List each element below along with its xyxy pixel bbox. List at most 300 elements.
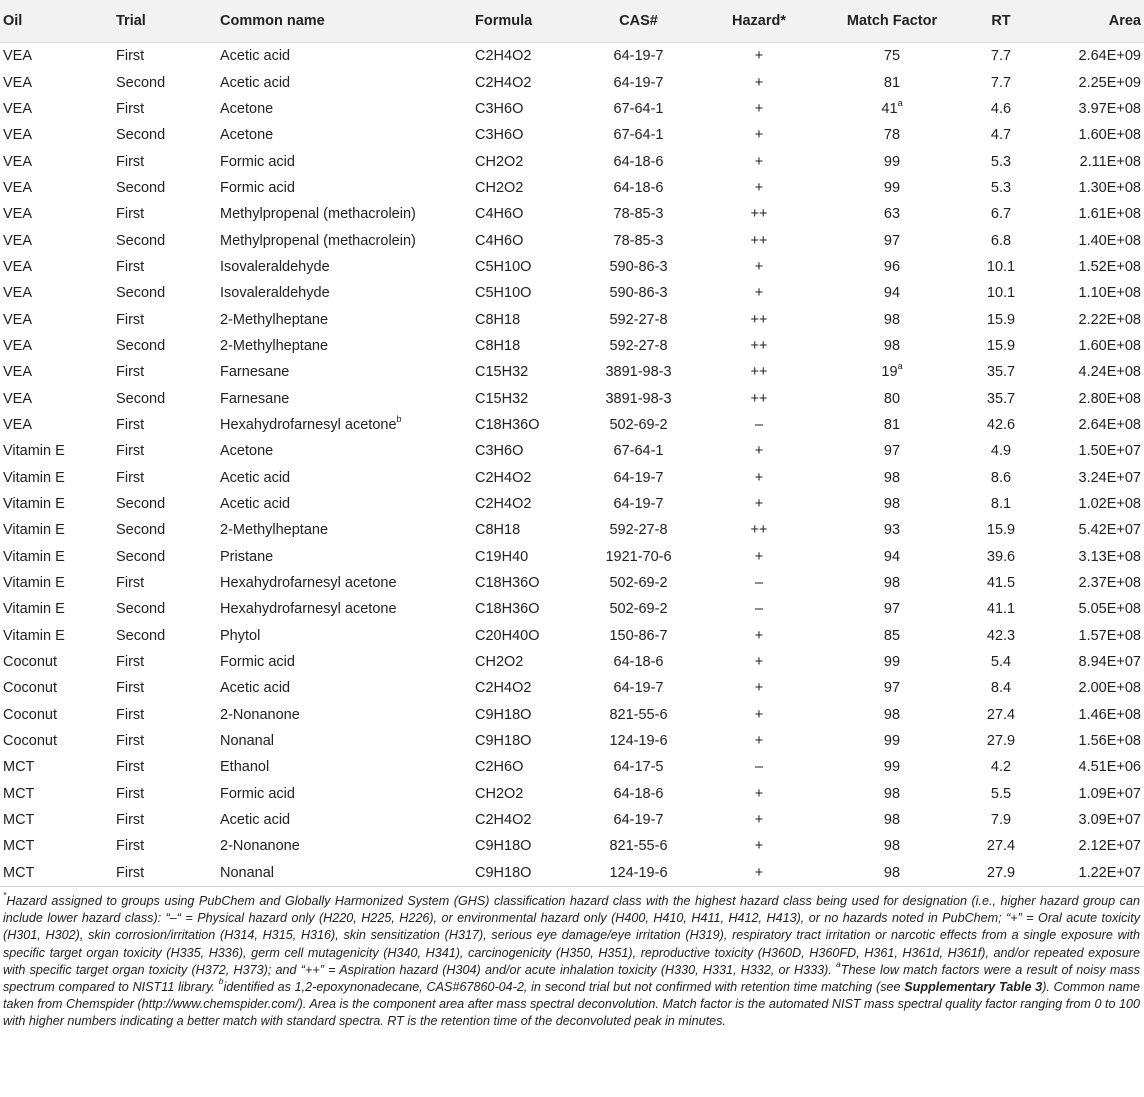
cell-rt [961,359,1041,385]
cell-oil [0,306,116,332]
cell-cas-text: 67-64-1 [613,443,664,460]
cell-hazard [695,702,823,728]
cell-match-factor [823,544,961,570]
cell-trial [116,860,220,887]
cell-common-name-text: 2-Nonanone [220,706,300,723]
cell-trial [116,649,220,675]
cell-hazard [695,623,823,649]
cell-cas [582,175,695,201]
cell-area-text: 1.22E+07 [1078,864,1141,881]
cell-cas [582,807,695,833]
cell-formula-text: C4H6O [475,206,524,223]
cell-oil [0,728,116,754]
cell-match-factor [823,306,961,332]
table-row [0,860,1144,887]
cell-trial-text: First [116,864,145,881]
cell-formula [475,623,582,649]
cell-area [1041,675,1144,701]
cell-hazard [695,649,823,675]
table-row [0,491,1144,517]
cell-rt-text: 4.7 [990,127,1012,144]
cell-rt-text: 5.4 [990,654,1012,671]
cell-hazard-text: + [754,733,764,750]
cell-rt [961,254,1041,280]
cell-match-factor [823,412,961,438]
cell-oil [0,596,116,622]
cell-oil [0,69,116,95]
cell-hazard-text: ++ [750,311,768,328]
cell-oil-text: VEA [3,337,33,354]
cell-oil [0,148,116,174]
cell-common-name-text: Acetic acid [220,680,291,697]
cell-oil-text: VEA [3,153,33,170]
cell-oil-text: Vitamin E [3,443,65,460]
cell-cas-text: 590-86-3 [609,258,668,275]
cell-rt-text: 7.9 [990,812,1012,829]
cell-formula-text: C2H6O [475,759,524,776]
cell-rt-text: 4.9 [990,443,1012,460]
cell-oil-text: Vitamin E [3,627,65,644]
cell-oil [0,781,116,807]
cell-oil-text: MCT [3,812,35,829]
footnote-marker: a [897,98,903,109]
cell-common-name-text: Acetone [220,100,274,117]
cell-cas [582,491,695,517]
cell-common-name-text: Methylpropenal (methacrolein) [220,232,416,249]
cell-hazard-text: + [754,48,764,65]
cell-formula [475,306,582,332]
cell-trial [116,675,220,701]
cell-area-text: 1.02E+08 [1078,496,1141,513]
cell-cas [582,544,695,570]
cell-area [1041,96,1144,122]
cell-formula [475,754,582,780]
cell-match-factor [823,254,961,280]
cell-match-factor [823,359,961,385]
cell-common-name [220,254,475,280]
cell-match-factor-text: 98 [883,706,901,723]
cell-cas-text: 64-18-6 [613,153,664,170]
cell-rt-text: 41.1 [986,601,1016,618]
cell-oil-text: Vitamin E [3,522,65,539]
cell-match-factor [823,623,961,649]
cell-trial-text: Second [116,627,166,644]
cell-oil-text: Vitamin E [3,601,65,618]
cell-hazard-text: + [754,838,764,855]
cell-common-name-text: 2-Nonanone [220,838,300,855]
cell-common-name-text: Methylpropenal (methacrolein) [220,206,416,223]
cell-match-factor [823,570,961,596]
cell-area-text: 3.13E+08 [1078,548,1141,565]
cell-common-name-text: Hexahydrofarnesyl acetone [220,601,397,618]
header-row [0,0,1144,43]
cell-trial [116,570,220,596]
header-area: Area [1041,0,1144,43]
cell-oil [0,201,116,227]
cell-common-name-text: Formic acid [220,785,295,802]
cell-area-text: 2.80E+08 [1078,390,1141,407]
cell-formula-text: C2H4O2 [475,680,532,697]
cell-area-text: 4.51E+06 [1078,759,1141,776]
cell-area-text: 2.00E+08 [1078,680,1141,697]
cell-cas-text: 64-18-6 [613,179,664,196]
cell-rt-text: 6.8 [990,232,1012,249]
footnote-marker: a [897,361,903,372]
cell-cas-text: 67-64-1 [613,100,664,117]
cell-formula [475,122,582,148]
cell-formula-text: C5H10O [475,285,532,302]
cell-oil [0,359,116,385]
cell-oil-text: Coconut [3,706,58,723]
cell-area-text: 2.37E+08 [1078,575,1141,592]
table-row [0,412,1144,438]
cell-common-name-text: Acetone [220,443,274,460]
cell-oil-text: VEA [3,127,33,144]
cell-formula [475,860,582,887]
cell-cas-text: 124-19-6 [609,733,668,750]
table-row [0,570,1144,596]
cell-hazard [695,175,823,201]
cell-hazard-text: ++ [750,522,768,539]
cell-cas-text: 821-55-6 [609,838,668,855]
cell-rt [961,148,1041,174]
cell-cas-text: 67-64-1 [613,127,664,144]
cell-oil [0,491,116,517]
cell-trial-text: Second [116,496,166,513]
cell-trial-text: First [116,311,145,328]
cell-formula [475,359,582,385]
cell-hazard [695,860,823,887]
cell-rt [961,491,1041,517]
table-row [0,728,1144,754]
cell-hazard-text: ++ [750,232,768,249]
cell-common-name [220,148,475,174]
cell-match-factor-text: 98 [883,864,901,881]
cell-area-text: 1.09E+07 [1078,785,1141,802]
cell-formula-text: C18H36O [475,601,540,618]
cell-area [1041,781,1144,807]
cell-oil-text: VEA [3,416,33,433]
cell-oil-text: VEA [3,179,33,196]
cell-hazard [695,570,823,596]
cell-trial [116,412,220,438]
cell-oil-text: VEA [3,100,33,117]
cell-common-name-text: Isovaleraldehyde [220,285,330,302]
cell-cas-text: 592-27-8 [609,311,668,328]
cell-formula [475,227,582,253]
cell-oil-text: VEA [3,364,33,381]
cell-trial-text: First [116,706,145,723]
cell-trial [116,544,220,570]
cell-trial [116,69,220,95]
cell-common-name [220,385,475,411]
cell-match-factor-text: 94 [883,548,901,565]
cell-rt-text: 7.7 [990,74,1012,91]
cell-match-factor-text: 97 [883,601,901,618]
header-common-name: Common name [220,0,475,43]
cell-rt-text: 10.1 [986,258,1016,275]
cell-oil-text: Coconut [3,654,58,671]
cell-trial [116,781,220,807]
cell-area [1041,333,1144,359]
cell-cas [582,69,695,95]
cell-formula [475,675,582,701]
cell-area [1041,728,1144,754]
cell-formula [475,333,582,359]
cell-common-name [220,491,475,517]
cell-formula [475,69,582,95]
cell-rt-text: 41.5 [986,575,1016,592]
cell-common-name-text: Acetic acid [220,48,291,65]
cell-hazard [695,781,823,807]
cell-oil [0,96,116,122]
table-row [0,333,1144,359]
cell-cas-text: 64-18-6 [613,785,664,802]
cell-cas-text: 124-19-6 [609,864,668,881]
cell-match-factor [823,728,961,754]
cell-common-name-text: Hexahydrofarnesyl acetone [220,575,397,592]
cell-area-text: 2.64E+09 [1078,48,1141,65]
table-row [0,596,1144,622]
cell-formula [475,280,582,306]
cell-area [1041,623,1144,649]
cell-match-factor-text: 81 [883,74,901,91]
cell-hazard-text: + [754,496,764,513]
cell-hazard-text: + [754,864,764,881]
cell-rt-text: 8.6 [990,469,1012,486]
cell-area-text: 1.10E+08 [1078,285,1141,302]
cell-trial-text: Second [116,74,166,91]
cell-rt-text: 5.3 [990,153,1012,170]
cell-common-name-text: Acetic acid [220,496,291,513]
cell-oil [0,385,116,411]
cell-hazard [695,517,823,543]
cell-trial-text: Second [116,601,166,618]
cell-cas [582,412,695,438]
cell-common-name [220,544,475,570]
cell-hazard-text: – [754,601,764,618]
cell-area-text: 1.30E+08 [1078,179,1141,196]
cell-area-text: 1.52E+08 [1078,258,1141,275]
cell-formula-text: C5H10O [475,258,532,275]
cell-trial-text: Second [116,337,166,354]
cell-formula [475,649,582,675]
cell-common-name [220,359,475,385]
table-row [0,623,1144,649]
cell-match-factor-text: 98 [883,496,901,513]
cell-match-factor-text: 80 [883,390,901,407]
cell-common-name [220,596,475,622]
cell-oil [0,754,116,780]
cell-cas-text: 502-69-2 [609,575,668,592]
cell-area-text: 1.60E+08 [1078,127,1141,144]
cell-area-text: 1.50E+07 [1078,443,1141,460]
cell-common-name-text: 2-Methylheptane [220,311,329,328]
cell-cas [582,649,695,675]
cell-hazard [695,333,823,359]
cell-area [1041,438,1144,464]
cell-area-text: 2.22E+08 [1078,311,1141,328]
cell-cas-text: 64-19-7 [613,496,664,513]
cell-cas [582,385,695,411]
cell-match-factor [823,148,961,174]
cell-common-name [220,201,475,227]
cell-match-factor-text: 99 [883,654,901,671]
cell-area [1041,544,1144,570]
cell-formula-text: C3H6O [475,100,524,117]
cell-match-factor-text: 99 [883,179,901,196]
cell-common-name [220,280,475,306]
cell-area [1041,702,1144,728]
cell-formula [475,465,582,491]
cell-match-factor-text: 98 [883,575,901,592]
header-rt: RT [961,0,1041,43]
cell-match-factor [823,465,961,491]
cell-formula-text: C9H18O [475,706,532,723]
cell-cas-text: 3891-98-3 [605,364,672,381]
cell-area [1041,148,1144,174]
cell-formula [475,385,582,411]
cell-hazard [695,43,823,70]
cell-formula-text: CH2O2 [475,654,524,671]
cell-common-name [220,517,475,543]
cell-trial-text: First [116,416,145,433]
cell-cas-text: 502-69-2 [609,601,668,618]
cell-hazard [695,728,823,754]
cell-oil-text: MCT [3,838,35,855]
cell-formula-text: C2H4O2 [475,469,532,486]
cell-hazard-text: + [754,258,764,275]
cell-hazard-text: + [754,548,764,565]
cell-oil [0,438,116,464]
cell-trial [116,43,220,70]
cell-cas-text: 3891-98-3 [605,390,672,407]
cell-trial [116,728,220,754]
cell-area [1041,254,1144,280]
table-row [0,359,1144,385]
cell-cas-text: 64-18-6 [613,654,664,671]
cell-common-name-text: 2-Methylheptane [220,522,329,539]
cell-common-name-text: Ethanol [220,759,270,776]
cell-trial-text: Second [116,179,166,196]
cell-hazard [695,148,823,174]
cell-trial [116,807,220,833]
cell-area [1041,596,1144,622]
cell-match-factor-text: 97 [883,443,901,460]
supplementary-table-link[interactable]: Supplementary Table 3 [904,980,1043,995]
cell-rt-text: 35.7 [986,364,1016,381]
cell-trial [116,517,220,543]
cell-match-factor-text: 98 [883,812,901,829]
cell-hazard [695,385,823,411]
cell-common-name [220,781,475,807]
cell-match-factor [823,781,961,807]
cell-hazard [695,544,823,570]
cell-trial [116,96,220,122]
cell-formula [475,517,582,543]
cell-trial [116,833,220,859]
cell-common-name-text: Nonanal [220,733,275,750]
cell-match-factor [823,517,961,543]
cell-area [1041,385,1144,411]
cell-hazard-text: – [754,759,764,776]
cell-match-factor-text: 98 [883,838,901,855]
cell-oil-text: Vitamin E [3,469,65,486]
cell-cas [582,623,695,649]
cell-cas [582,833,695,859]
cell-match-factor [823,702,961,728]
cell-formula [475,807,582,833]
cell-oil [0,254,116,280]
cell-trial-text: First [116,364,145,381]
cell-cas [582,438,695,464]
cell-match-factor-text: 97 [883,232,901,249]
table-row [0,227,1144,253]
cell-match-factor [823,596,961,622]
cell-rt-text: 4.6 [990,100,1012,117]
cell-common-name [220,833,475,859]
cell-rt [961,781,1041,807]
cell-cas [582,333,695,359]
cell-hazard-text: + [754,285,764,302]
cell-area-text: 4.24E+08 [1078,364,1141,381]
table-row [0,69,1144,95]
cell-common-name [220,675,475,701]
cell-area [1041,807,1144,833]
cell-area [1041,570,1144,596]
cell-cas [582,728,695,754]
cell-formula [475,254,582,280]
cell-rt [961,412,1041,438]
cell-hazard [695,122,823,148]
cell-oil-text: VEA [3,74,33,91]
cell-oil-text: Coconut [3,680,58,697]
cell-formula [475,148,582,174]
table-row [0,544,1144,570]
cell-trial-text: Second [116,390,166,407]
cell-common-name-text: Hexahydrofarnesyl acetone [220,416,397,433]
cell-rt-text: 39.6 [986,548,1016,565]
cell-trial [116,227,220,253]
cell-hazard [695,807,823,833]
cell-hazard [695,306,823,332]
cell-rt-text: 5.3 [990,179,1012,196]
cell-match-factor-text: 97 [883,680,901,697]
cell-rt [961,860,1041,887]
cell-area [1041,754,1144,780]
cell-hazard-text: + [754,127,764,144]
cell-hazard [695,359,823,385]
cell-hazard [695,96,823,122]
cell-rt-text: 15.9 [986,522,1016,539]
cell-match-factor-text: 96 [883,258,901,275]
cell-formula-text: C8H18 [475,522,521,539]
cell-oil [0,860,116,887]
cell-rt [961,43,1041,70]
cell-cas [582,570,695,596]
cell-common-name [220,438,475,464]
cell-cas [582,781,695,807]
cell-hazard [695,833,823,859]
cell-rt [961,227,1041,253]
cell-cas-text: 64-19-7 [613,74,664,91]
cell-cas-text: 150-86-7 [609,627,668,644]
cell-trial-text: First [116,206,145,223]
cell-hazard [695,69,823,95]
cell-cas-text: 64-19-7 [613,48,664,65]
cell-trial-text: First [116,48,145,65]
cell-hazard [695,754,823,780]
